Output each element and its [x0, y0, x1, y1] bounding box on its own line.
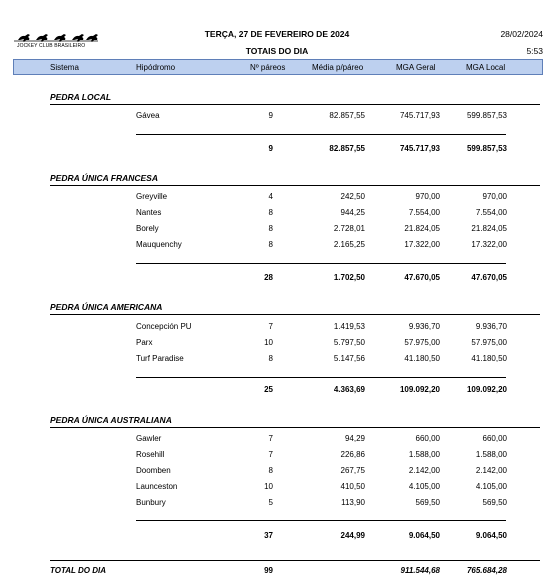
mga-geral-cell: 4.105,00	[408, 482, 440, 491]
subtotal-media: 244,99	[340, 531, 365, 540]
table-row	[0, 240, 554, 252]
pareos-cell: 10	[264, 482, 273, 491]
mga-geral-cell: 21.824,05	[404, 224, 440, 233]
section-title: PEDRA ÚNICA AUSTRALIANA	[50, 415, 172, 425]
pareos-cell: 7	[268, 434, 273, 443]
subtotal-pareos: 9	[268, 144, 273, 153]
mga-geral-cell: 41.180,50	[404, 354, 440, 363]
subtotal-media: 4.363,69	[333, 385, 365, 394]
mga-local-cell: 21.824,05	[471, 224, 507, 233]
media-cell: 5.147,56	[333, 354, 365, 363]
subtotal-row	[0, 385, 554, 397]
mga-local-cell: 41.180,50	[471, 354, 507, 363]
subtotal-row	[0, 273, 554, 285]
hipodromo-cell: Gawler	[136, 434, 162, 443]
media-cell: 944,25	[340, 208, 365, 217]
report-subtitle: TOTAIS DO DIA	[245, 46, 309, 56]
hipodromo-cell: Gávea	[136, 111, 160, 120]
subtotal-local: 599.857,53	[466, 144, 507, 153]
col-pareos: Nº páreos	[250, 63, 286, 72]
subtotal-row	[0, 144, 554, 156]
hipodromo-cell: Concepción PU	[136, 322, 192, 331]
section-underline	[50, 104, 540, 105]
mga-local-cell: 57.975,00	[471, 338, 507, 347]
table-row	[0, 354, 554, 366]
subtotal-local: 109.092,20	[466, 385, 507, 394]
mga-local-cell: 7.554,00	[475, 208, 507, 217]
grand-total-label: TOTAL DO DIA	[50, 566, 106, 575]
subtotal-geral: 745.717,93	[399, 144, 440, 153]
mga-geral-cell: 745.717,93	[399, 111, 440, 120]
media-cell: 226,86	[340, 450, 365, 459]
subtotal-local: 47.670,05	[471, 273, 507, 282]
pareos-cell: 7	[268, 450, 273, 459]
mga-local-cell: 2.142,00	[475, 466, 507, 475]
section-underline	[50, 314, 540, 315]
hipodromo-cell: Rosehill	[136, 450, 165, 459]
media-cell: 410,50	[340, 482, 365, 491]
table-row	[0, 434, 554, 446]
grand-total-row	[0, 566, 554, 578]
media-cell: 5.797,50	[333, 338, 365, 347]
subtotal-geral: 47.670,05	[404, 273, 440, 282]
column-header-bar	[13, 59, 543, 75]
section-title: PEDRA ÚNICA FRANCESA	[50, 173, 158, 183]
table-row	[0, 338, 554, 350]
mga-geral-cell: 569,50	[415, 498, 440, 507]
mga-geral-cell: 9.936,70	[408, 322, 440, 331]
hipodromo-cell: Borely	[136, 224, 159, 233]
media-cell: 2.165,25	[333, 240, 365, 249]
section-title: PEDRA LOCAL	[50, 92, 112, 102]
mga-geral-cell: 660,00	[415, 434, 440, 443]
hipodromo-cell: Bunbury	[136, 498, 166, 507]
media-cell: 267,75	[340, 466, 365, 475]
pareos-cell: 5	[268, 498, 273, 507]
pareos-cell: 8	[268, 354, 273, 363]
mga-local-cell: 599.857,53	[466, 111, 507, 120]
section-underline	[50, 185, 540, 186]
table-row	[0, 224, 554, 236]
hipodromo-cell: Launceston	[136, 482, 178, 491]
subtotal-local: 9.064,50	[475, 531, 507, 540]
subtotal-rule	[136, 377, 506, 378]
subtotal-pareos: 25	[264, 385, 273, 394]
logo-caption: JOCKEY CLUB BRASILEIRO	[17, 43, 86, 49]
hipodromo-cell: Turf Paradise	[136, 354, 184, 363]
report-date: 28/02/2024	[500, 29, 543, 39]
pareos-cell: 8	[268, 466, 273, 475]
media-cell: 242,50	[340, 192, 365, 201]
grand-total-geral: 911.544,68	[400, 566, 440, 575]
hipodromo-cell: Doomben	[136, 466, 171, 475]
subtotal-rule	[136, 520, 506, 521]
subtotal-pareos: 37	[264, 531, 273, 540]
mga-local-cell: 569,50	[482, 498, 507, 507]
pareos-cell: 4	[268, 192, 273, 201]
col-mga-local: MGA Local	[466, 63, 506, 72]
media-cell: 82.857,55	[329, 111, 365, 120]
grand-total-pareos: 99	[264, 566, 273, 575]
mga-geral-cell: 7.554,00	[408, 208, 440, 217]
mga-local-cell: 1.588,00	[475, 450, 507, 459]
mga-geral-cell: 17.322,00	[404, 240, 440, 249]
mga-local-cell: 9.936,70	[475, 322, 507, 331]
media-cell: 94,29	[344, 434, 365, 443]
col-sistema: Sistema	[50, 63, 79, 72]
hipodromo-cell: Greyville	[136, 192, 168, 201]
col-hipodromo: Hipódromo	[136, 63, 176, 72]
table-row	[0, 208, 554, 220]
table-row	[0, 192, 554, 204]
pareos-cell: 8	[268, 240, 273, 249]
subtotal-geral: 109.092,20	[399, 385, 440, 394]
mga-local-cell: 970,00	[482, 192, 507, 201]
hipodromo-cell: Nantes	[136, 208, 162, 217]
mga-local-cell: 4.105,00	[475, 482, 507, 491]
pareos-cell: 10	[264, 338, 273, 347]
grand-total-rule	[50, 560, 540, 561]
table-row	[0, 498, 554, 510]
subtotal-rule	[136, 263, 506, 264]
subtotal-media: 82.857,55	[329, 144, 365, 153]
hipodromo-cell: Parx	[136, 338, 153, 347]
pareos-cell: 8	[268, 208, 273, 217]
mga-geral-cell: 2.142,00	[408, 466, 440, 475]
table-row	[0, 466, 554, 478]
report-title: TERÇA, 27 DE FEVEREIRO DE 2024	[204, 29, 350, 39]
table-row	[0, 322, 554, 334]
subtotal-media: 1.702,50	[333, 273, 365, 282]
pareos-cell: 9	[268, 111, 273, 120]
pareos-cell: 8	[268, 224, 273, 233]
media-cell: 113,90	[341, 498, 365, 507]
section-title: PEDRA ÚNICA AMERICANA	[50, 302, 163, 312]
table-row	[0, 111, 554, 123]
subtotal-geral: 9.064,50	[408, 531, 440, 540]
report-time: 5:53	[526, 46, 543, 56]
mga-geral-cell: 57.975,00	[404, 338, 440, 347]
media-cell: 1.419,53	[333, 322, 365, 331]
col-mga-geral: MGA Geral	[396, 63, 436, 72]
mga-local-cell: 17.322,00	[471, 240, 507, 249]
mga-geral-cell: 1.588,00	[408, 450, 440, 459]
subtotal-row	[0, 531, 554, 543]
subtotal-rule	[136, 134, 506, 135]
table-row	[0, 482, 554, 494]
table-row	[0, 450, 554, 462]
mga-geral-cell: 970,00	[415, 192, 440, 201]
grand-total-local: 765.684,28	[466, 566, 507, 575]
media-cell: 2.728,01	[333, 224, 365, 233]
hipodromo-cell: Mauquenchy	[136, 240, 182, 249]
col-media: Média p/páreo	[312, 63, 364, 72]
pareos-cell: 7	[268, 322, 273, 331]
section-underline	[50, 427, 540, 428]
subtotal-pareos: 28	[264, 273, 273, 282]
mga-local-cell: 660,00	[482, 434, 507, 443]
